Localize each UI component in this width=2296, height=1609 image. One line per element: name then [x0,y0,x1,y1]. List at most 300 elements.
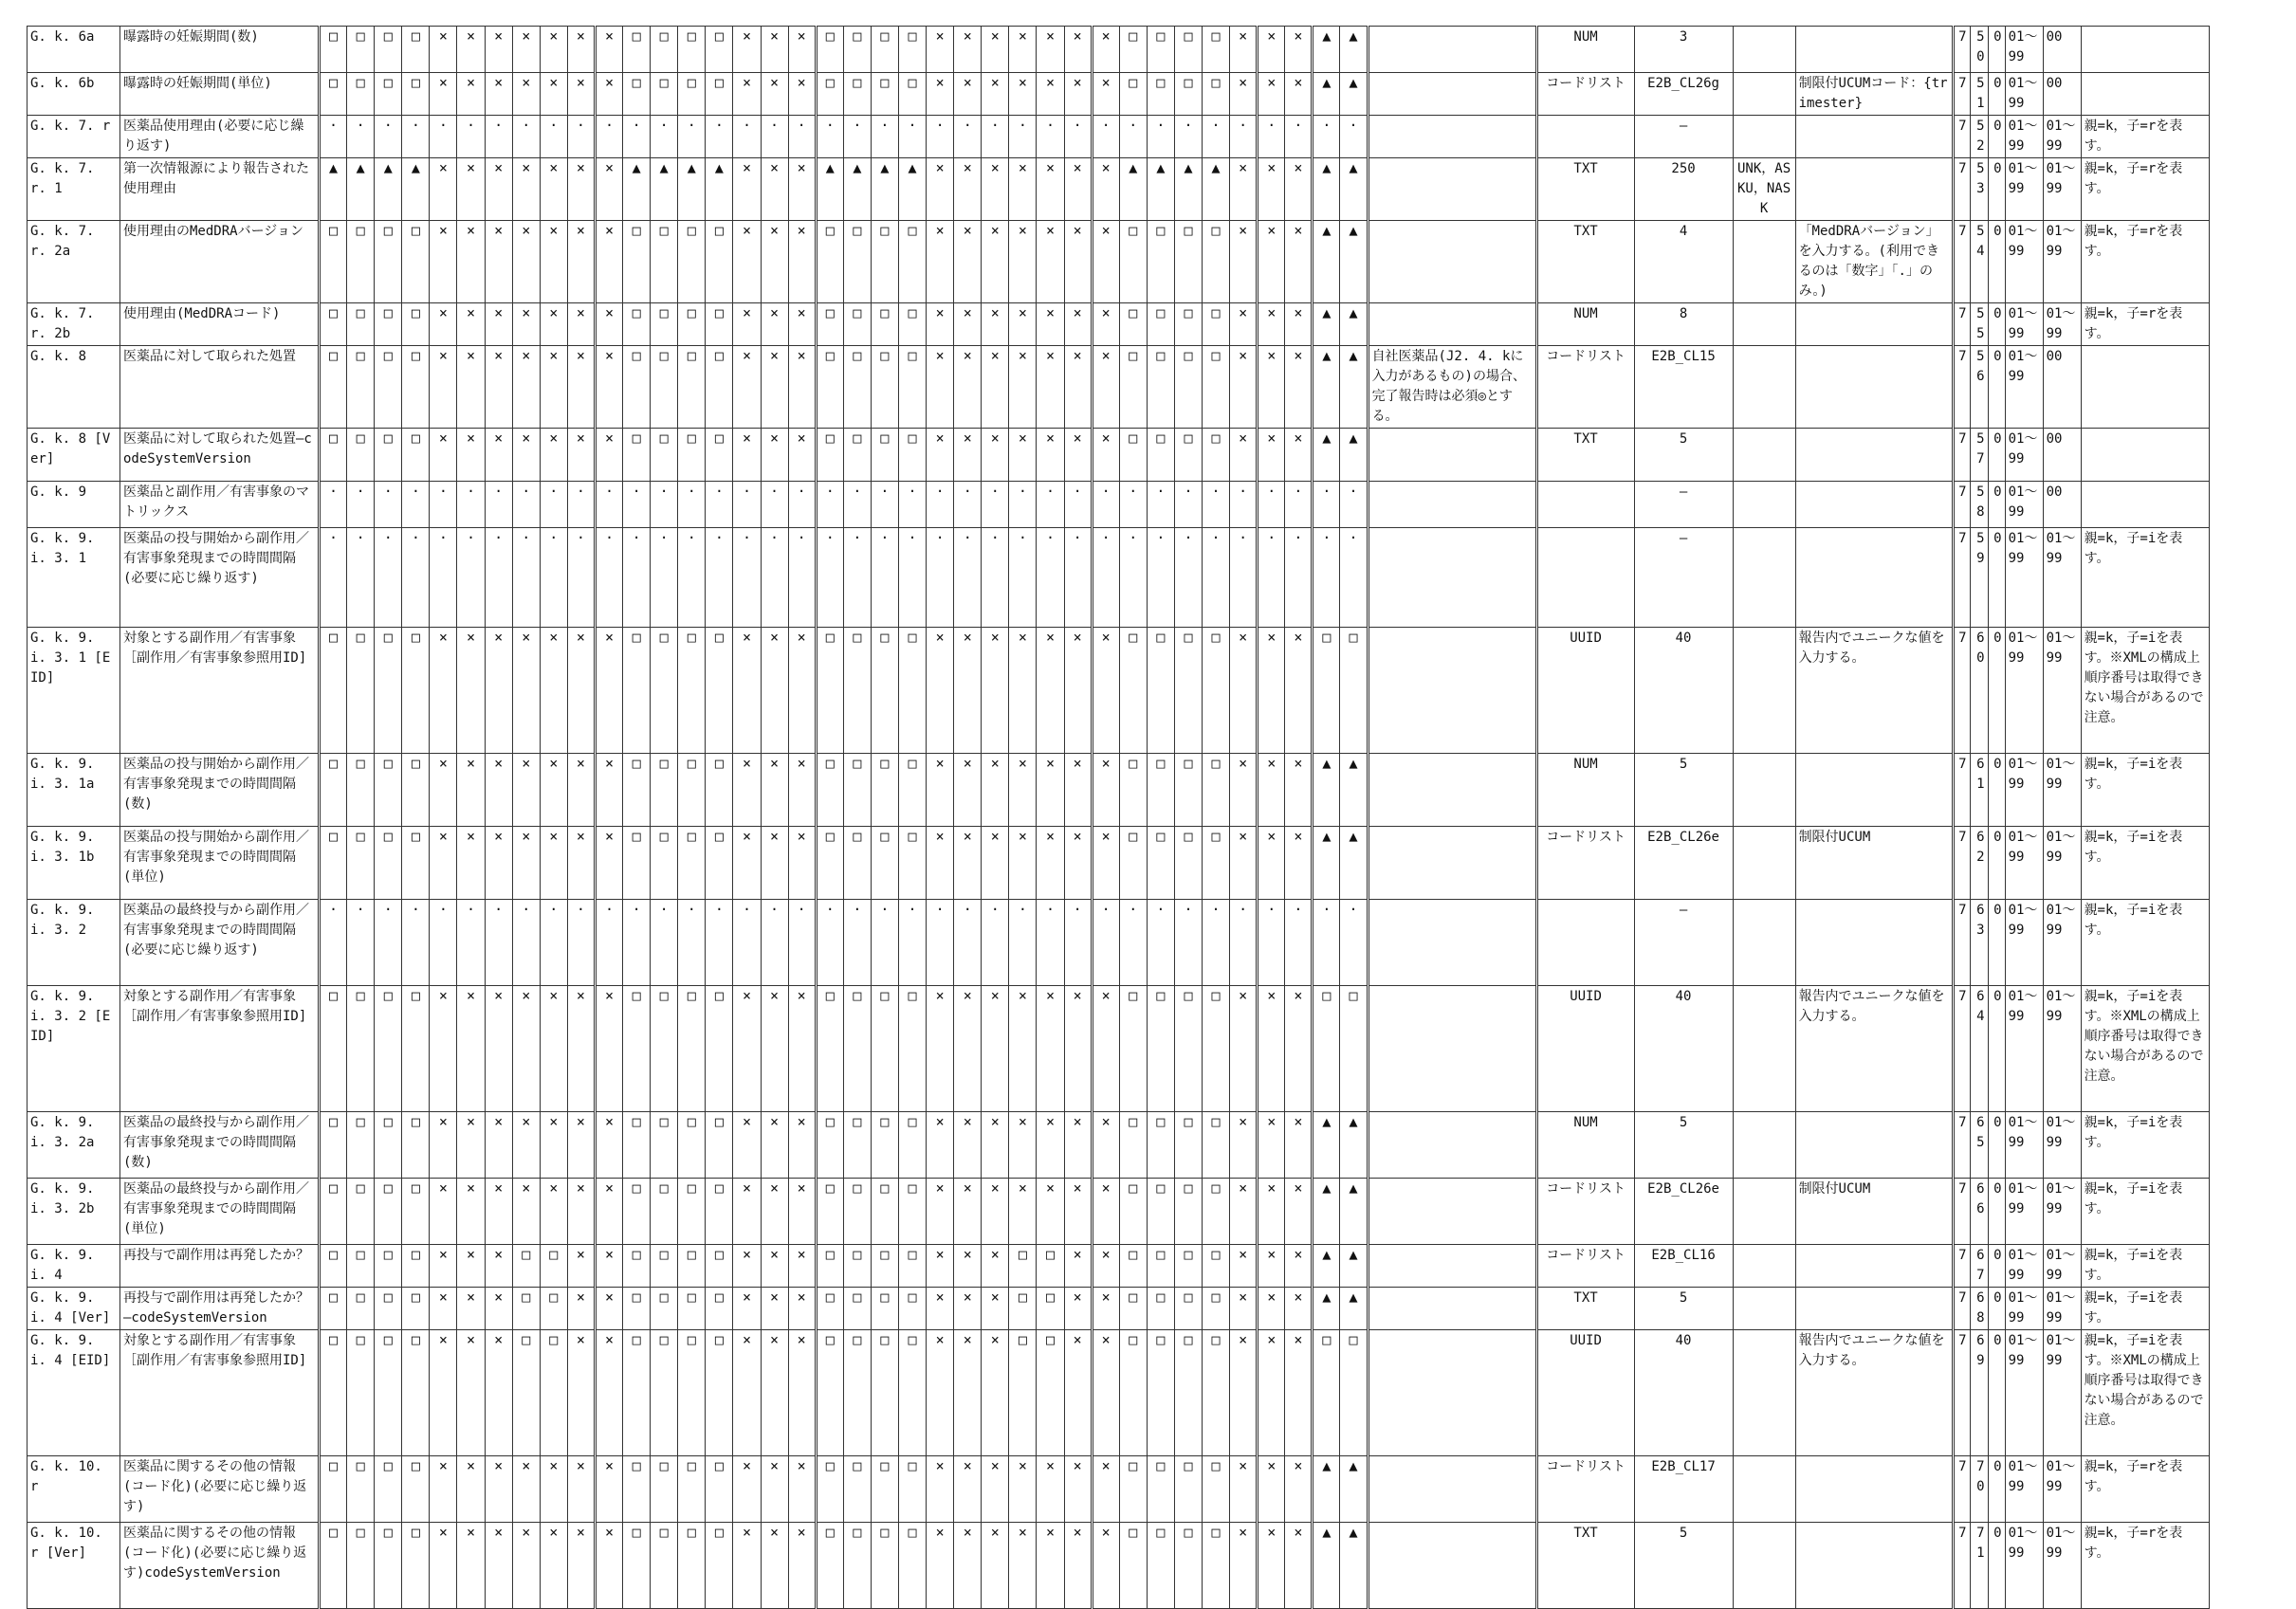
status-symbol-cell: □ [678,1330,706,1456]
status-symbol-cell: × [1064,158,1092,221]
status-symbol-cell: × [512,1456,540,1523]
note-cell [1795,116,1953,158]
status-symbol-cell: · [898,900,926,986]
item-id-cell: G. k. 6a [28,27,120,73]
status-symbol-cell: □ [1147,73,1174,116]
status-symbol-cell: · [1009,482,1037,528]
range-cell-2: 00 [2043,27,2081,73]
range-cell-1: 01～99 [2005,1112,2043,1179]
status-symbol-cell: × [1037,27,1064,73]
status-symbol-cell: × [595,986,622,1112]
status-symbol-cell: □ [375,1456,402,1523]
status-symbol-cell: × [1092,1523,1119,1609]
status-symbol-cell: × [1285,986,1313,1112]
status-symbol-cell: · [761,116,788,158]
status-symbol-cell: · [567,900,595,986]
status-symbol-cell: · [954,482,982,528]
status-symbol-cell: × [540,221,567,303]
range-cell-2: 01～99 [2043,116,2081,158]
number-cell-2: 70 [1970,1456,1988,1523]
status-symbol-cell: × [1258,827,1285,900]
status-symbol-cell: □ [375,986,402,1112]
status-symbol-cell: · [595,482,622,528]
status-symbol-cell: □ [678,986,706,1112]
status-symbol-cell: × [927,1179,954,1245]
status-symbol-cell: □ [898,73,926,116]
status-symbol-cell: × [1258,303,1285,346]
status-symbol-cell: · [1037,528,1064,628]
status-symbol-cell: · [1147,900,1174,986]
status-symbol-cell: □ [347,1245,375,1288]
status-symbol-cell: × [540,1179,567,1245]
status-symbol-cell: × [430,1245,457,1288]
status-symbol-cell: · [733,116,761,158]
nullflavor-cell [1733,73,1795,116]
status-symbol-cell: □ [347,429,375,482]
status-symbol-cell: · [1174,528,1202,628]
number-cell-2: 65 [1970,1112,1988,1179]
nullflavor-cell [1733,628,1795,754]
status-symbol-cell: × [1285,628,1313,754]
status-symbol-cell: × [485,27,512,73]
status-symbol-cell: · [1064,528,1092,628]
status-symbol-cell: × [485,346,512,429]
status-symbol-cell: × [954,73,982,116]
status-symbol-cell: × [595,1456,622,1523]
status-symbol-cell: □ [1147,1456,1174,1523]
status-symbol-cell: × [982,73,1009,116]
status-symbol-cell: ▲ [1340,303,1368,346]
status-symbol-cell: □ [402,1523,430,1609]
item-name-cell: 曝露時の妊娠期間(単位) [120,73,320,116]
item-name-cell: 医薬品の投与開始から副作用／有害事象発現までの時間間隔(単位) [120,827,320,900]
status-symbol-cell: □ [843,1112,871,1179]
remark-cell [2081,73,2209,116]
status-symbol-cell: × [761,1179,788,1245]
status-symbol-cell: □ [1203,1179,1230,1245]
status-symbol-cell: × [540,429,567,482]
status-symbol-cell: □ [623,1112,651,1179]
item-name-cell: 対象とする副作用／有害事象［副作用／有害事象参照用ID] [120,986,320,1112]
number-cell-1: 7 [1953,900,1970,986]
data-type-cell [1536,116,1634,158]
status-symbol-cell: × [1009,1456,1037,1523]
number-cell-1: 7 [1953,754,1970,827]
status-symbol-cell: □ [1147,1288,1174,1330]
item-id-cell: G. k. 9. i. 3. 2b [28,1179,120,1245]
status-symbol-cell: □ [320,221,347,303]
number-cell-3: 0 [1988,158,2005,221]
status-symbol-cell: · [761,900,788,986]
status-symbol-cell: × [982,27,1009,73]
status-symbol-cell: × [788,1456,816,1523]
status-symbol-cell: □ [375,628,402,754]
status-symbol-cell: · [843,116,871,158]
status-symbol-cell: □ [1340,986,1368,1112]
length-cell: 5 [1634,1523,1733,1609]
status-symbol-cell: × [1064,27,1092,73]
status-symbol-cell: × [595,1330,622,1456]
status-symbol-cell: × [927,1456,954,1523]
note-cell [1795,303,1953,346]
table-row [28,1523,2210,1609]
status-symbol-cell: × [430,346,457,429]
status-symbol-cell: · [678,116,706,158]
status-symbol-cell: □ [375,1245,402,1288]
status-symbol-cell: □ [540,1288,567,1330]
status-symbol-cell: □ [898,986,926,1112]
status-symbol-cell: □ [1174,429,1202,482]
status-symbol-cell: × [733,221,761,303]
number-cell-1: 7 [1953,628,1970,754]
status-symbol-cell: □ [816,221,843,303]
status-symbol-cell: × [540,827,567,900]
status-symbol-cell: □ [1174,1245,1202,1288]
status-symbol-cell: · [733,482,761,528]
item-id-cell: G. k. 9. i. 3. 2 [EID] [28,986,120,1112]
note-cell [1795,27,1953,73]
status-symbol-cell: × [982,986,1009,1112]
number-cell-3: 0 [1988,116,2005,158]
status-symbol-cell: × [457,429,485,482]
status-symbol-cell: □ [320,73,347,116]
status-symbol-cell: × [761,73,788,116]
status-symbol-cell: · [788,528,816,628]
status-symbol-cell: · [567,116,595,158]
item-name-cell: 第一次情報源により報告された使用理由 [120,158,320,221]
status-symbol-cell: × [1092,429,1119,482]
status-symbol-cell: □ [706,1179,733,1245]
status-symbol-cell: · [457,528,485,628]
status-symbol-cell: □ [678,827,706,900]
status-symbol-cell: □ [678,1112,706,1179]
status-symbol-cell: × [595,1288,622,1330]
status-symbol-cell: × [595,27,622,73]
data-type-cell: コードリスト [1536,1245,1634,1288]
status-symbol-cell: □ [1203,221,1230,303]
status-symbol-cell: □ [623,303,651,346]
status-symbol-cell: · [1064,116,1092,158]
status-symbol-cell: × [430,27,457,73]
status-symbol-cell: □ [347,1288,375,1330]
status-symbol-cell: □ [1313,986,1340,1112]
status-symbol-cell: × [733,827,761,900]
status-symbol-cell: □ [898,303,926,346]
condition-cell [1368,1245,1536,1288]
status-symbol-cell: · [1203,482,1230,528]
status-symbol-cell: × [761,1523,788,1609]
number-cell-2: 50 [1970,27,1988,73]
status-symbol-cell: × [1037,986,1064,1112]
status-symbol-cell: × [567,1456,595,1523]
condition-cell [1368,628,1536,754]
range-cell-1: 01～99 [2005,900,2043,986]
status-symbol-cell: × [954,303,982,346]
status-symbol-cell: · [1285,528,1313,628]
status-symbol-cell: × [512,1179,540,1245]
status-symbol-cell: × [1092,1288,1119,1330]
status-symbol-cell: × [1009,1112,1037,1179]
status-symbol-cell: × [512,628,540,754]
status-symbol-cell: × [927,827,954,900]
status-symbol-cell: · [733,528,761,628]
status-symbol-cell: × [1230,1523,1258,1609]
status-symbol-cell: × [788,158,816,221]
status-symbol-cell: ▲ [1313,346,1340,429]
item-name-cell: 医薬品と副作用／有害事象のマトリックス [120,482,320,528]
status-symbol-cell: × [567,303,595,346]
status-symbol-cell: □ [1147,1523,1174,1609]
status-symbol-cell: × [1064,754,1092,827]
status-symbol-cell: □ [898,1288,926,1330]
item-id-cell: G. k. 7. r. 1 [28,158,120,221]
note-cell [1795,482,1953,528]
status-symbol-cell: × [761,1330,788,1456]
table-row [28,158,2210,221]
status-symbol-cell: × [788,1330,816,1456]
status-symbol-cell: · [1313,528,1340,628]
data-type-cell [1536,900,1634,986]
status-symbol-cell: × [1009,303,1037,346]
status-symbol-cell: × [927,346,954,429]
status-symbol-cell: × [567,1112,595,1179]
status-symbol-cell: □ [623,221,651,303]
item-name-cell: 医薬品に対して取られた処置 [120,346,320,429]
status-symbol-cell: □ [651,1288,678,1330]
status-symbol-cell: × [1230,1456,1258,1523]
status-symbol-cell: · [816,482,843,528]
note-cell [1795,429,1953,482]
number-cell-1: 7 [1953,1245,1970,1288]
status-symbol-cell: ▲ [678,158,706,221]
status-symbol-cell: □ [375,346,402,429]
status-symbol-cell: □ [1147,1245,1174,1288]
length-cell: E2B_CL15 [1634,346,1733,429]
status-symbol-cell: · [1285,116,1313,158]
number-cell-2: 58 [1970,482,1988,528]
status-symbol-cell: × [567,1288,595,1330]
status-symbol-cell: □ [678,1288,706,1330]
status-symbol-cell: □ [1037,1330,1064,1456]
number-cell-1: 7 [1953,986,1970,1112]
status-symbol-cell: × [1230,27,1258,73]
status-symbol-cell: □ [1147,1112,1174,1179]
status-symbol-cell: · [512,482,540,528]
range-cell-1: 01～99 [2005,528,2043,628]
status-symbol-cell: × [567,1179,595,1245]
table-row [28,1456,2210,1523]
status-symbol-cell: □ [706,73,733,116]
status-symbol-cell: □ [375,1523,402,1609]
status-symbol-cell: □ [375,221,402,303]
status-symbol-cell: × [1037,1112,1064,1179]
range-cell-1: 01～99 [2005,986,2043,1112]
length-cell: 4 [1634,221,1733,303]
status-symbol-cell: □ [816,754,843,827]
status-symbol-cell: □ [347,346,375,429]
status-symbol-cell: ▲ [1313,158,1340,221]
status-symbol-cell: × [457,1245,485,1288]
condition-cell [1368,73,1536,116]
status-symbol-cell: × [1258,986,1285,1112]
status-symbol-cell: × [1064,1330,1092,1456]
status-symbol-cell: □ [320,27,347,73]
status-symbol-cell: · [954,116,982,158]
number-cell-3: 0 [1988,1456,2005,1523]
status-symbol-cell: □ [678,754,706,827]
status-symbol-cell: □ [898,27,926,73]
status-symbol-cell: × [1009,346,1037,429]
number-cell-1: 7 [1953,429,1970,482]
status-symbol-cell: □ [843,1456,871,1523]
status-symbol-cell: × [761,27,788,73]
length-cell: — [1634,482,1733,528]
status-symbol-cell: □ [706,1523,733,1609]
condition-cell [1368,1523,1536,1609]
status-symbol-cell: □ [1119,303,1147,346]
status-symbol-cell: ▲ [1313,1523,1340,1609]
nullflavor-cell [1733,27,1795,73]
status-symbol-cell: · [623,116,651,158]
status-symbol-cell: × [430,1330,457,1456]
status-symbol-cell: · [1119,528,1147,628]
range-cell-2: 01～99 [2043,827,2081,900]
status-symbol-cell: × [1285,303,1313,346]
remark-cell [2081,482,2209,528]
table-row [28,628,2210,754]
status-symbol-cell: × [1258,27,1285,73]
item-name-cell: 再投与で副作用は再発したか？ [120,1245,320,1288]
status-symbol-cell: · [347,528,375,628]
number-cell-2: 71 [1970,1523,1988,1609]
number-cell-3: 0 [1988,303,2005,346]
status-symbol-cell: □ [1174,1456,1202,1523]
status-symbol-cell: × [954,158,982,221]
status-symbol-cell: □ [402,73,430,116]
status-symbol-cell: · [871,116,898,158]
status-symbol-cell: × [595,1179,622,1245]
status-symbol-cell: × [1064,1523,1092,1609]
number-cell-1: 7 [1953,1288,1970,1330]
status-symbol-cell: × [595,754,622,827]
status-symbol-cell: □ [1203,27,1230,73]
status-symbol-cell: · [402,900,430,986]
status-symbol-cell: × [1285,1245,1313,1288]
status-symbol-cell: □ [320,303,347,346]
status-symbol-cell: □ [651,754,678,827]
status-symbol-cell: × [927,1245,954,1288]
status-symbol-cell: × [927,73,954,116]
status-symbol-cell: □ [623,754,651,827]
status-symbol-cell: □ [1203,1245,1230,1288]
status-symbol-cell: × [788,1179,816,1245]
number-cell-2: 52 [1970,116,1988,158]
status-symbol-cell: □ [347,1179,375,1245]
status-symbol-cell: □ [623,827,651,900]
table-row [28,528,2210,628]
status-symbol-cell: □ [347,1456,375,1523]
item-id-cell: G. k. 8 [28,346,120,429]
status-symbol-cell: × [954,429,982,482]
status-symbol-cell: × [1064,429,1092,482]
status-symbol-cell: × [512,158,540,221]
status-symbol-cell: · [1258,116,1285,158]
status-symbol-cell: × [430,754,457,827]
status-symbol-cell: □ [678,73,706,116]
status-symbol-cell: □ [871,27,898,73]
status-symbol-cell: × [733,754,761,827]
status-symbol-cell: □ [651,1330,678,1456]
status-symbol-cell: ▲ [871,158,898,221]
number-cell-2: 63 [1970,900,1988,986]
status-symbol-cell: × [1258,221,1285,303]
status-symbol-cell: · [485,528,512,628]
status-symbol-cell: ▲ [1340,1523,1368,1609]
status-symbol-cell: · [761,528,788,628]
status-symbol-cell: · [816,900,843,986]
range-cell-1: 01～99 [2005,158,2043,221]
status-symbol-cell: □ [320,1112,347,1179]
status-symbol-cell: · [733,900,761,986]
status-symbol-cell: · [678,482,706,528]
status-symbol-cell: × [540,1456,567,1523]
range-cell-2: 01～99 [2043,754,2081,827]
note-cell [1795,900,1953,986]
status-symbol-cell: □ [843,754,871,827]
length-cell: 40 [1634,628,1733,754]
condition-cell [1368,1179,1536,1245]
range-cell-1: 01～99 [2005,827,2043,900]
status-symbol-cell: □ [898,346,926,429]
status-symbol-cell: · [1119,900,1147,986]
status-symbol-cell: ▲ [1340,1112,1368,1179]
status-symbol-cell: □ [320,1245,347,1288]
range-cell-1: 01～99 [2005,1456,2043,1523]
status-symbol-cell: ▲ [1313,1288,1340,1330]
status-symbol-cell: × [733,346,761,429]
status-symbol-cell: × [457,1330,485,1456]
status-symbol-cell: × [1092,1179,1119,1245]
status-symbol-cell: · [706,900,733,986]
status-symbol-cell: × [595,1245,622,1288]
status-symbol-cell: □ [651,303,678,346]
status-symbol-cell: × [430,221,457,303]
item-name-cell: 医薬品の最終投与から副作用／有害事象発現までの時間間隔(数) [120,1112,320,1179]
status-symbol-cell: × [927,221,954,303]
status-symbol-cell: × [1092,1456,1119,1523]
status-symbol-cell: · [430,528,457,628]
status-symbol-cell: × [982,429,1009,482]
remark-cell: 親=k，子=iを表す。 [2081,1245,2209,1288]
status-symbol-cell: · [1037,482,1064,528]
status-symbol-cell: · [1230,528,1258,628]
status-symbol-cell: × [733,986,761,1112]
status-symbol-cell: × [1285,1523,1313,1609]
status-symbol-cell: □ [816,1330,843,1456]
number-cell-1: 7 [1953,827,1970,900]
status-symbol-cell: □ [651,429,678,482]
status-symbol-cell: □ [871,1523,898,1609]
status-symbol-cell: × [1092,827,1119,900]
data-type-cell: コードリスト [1536,827,1634,900]
status-symbol-cell: × [540,303,567,346]
status-symbol-cell: · [1092,116,1119,158]
status-symbol-cell: × [457,158,485,221]
status-symbol-cell: □ [402,27,430,73]
status-symbol-cell: □ [1203,1456,1230,1523]
status-symbol-cell: × [1092,158,1119,221]
status-symbol-cell: □ [1174,754,1202,827]
